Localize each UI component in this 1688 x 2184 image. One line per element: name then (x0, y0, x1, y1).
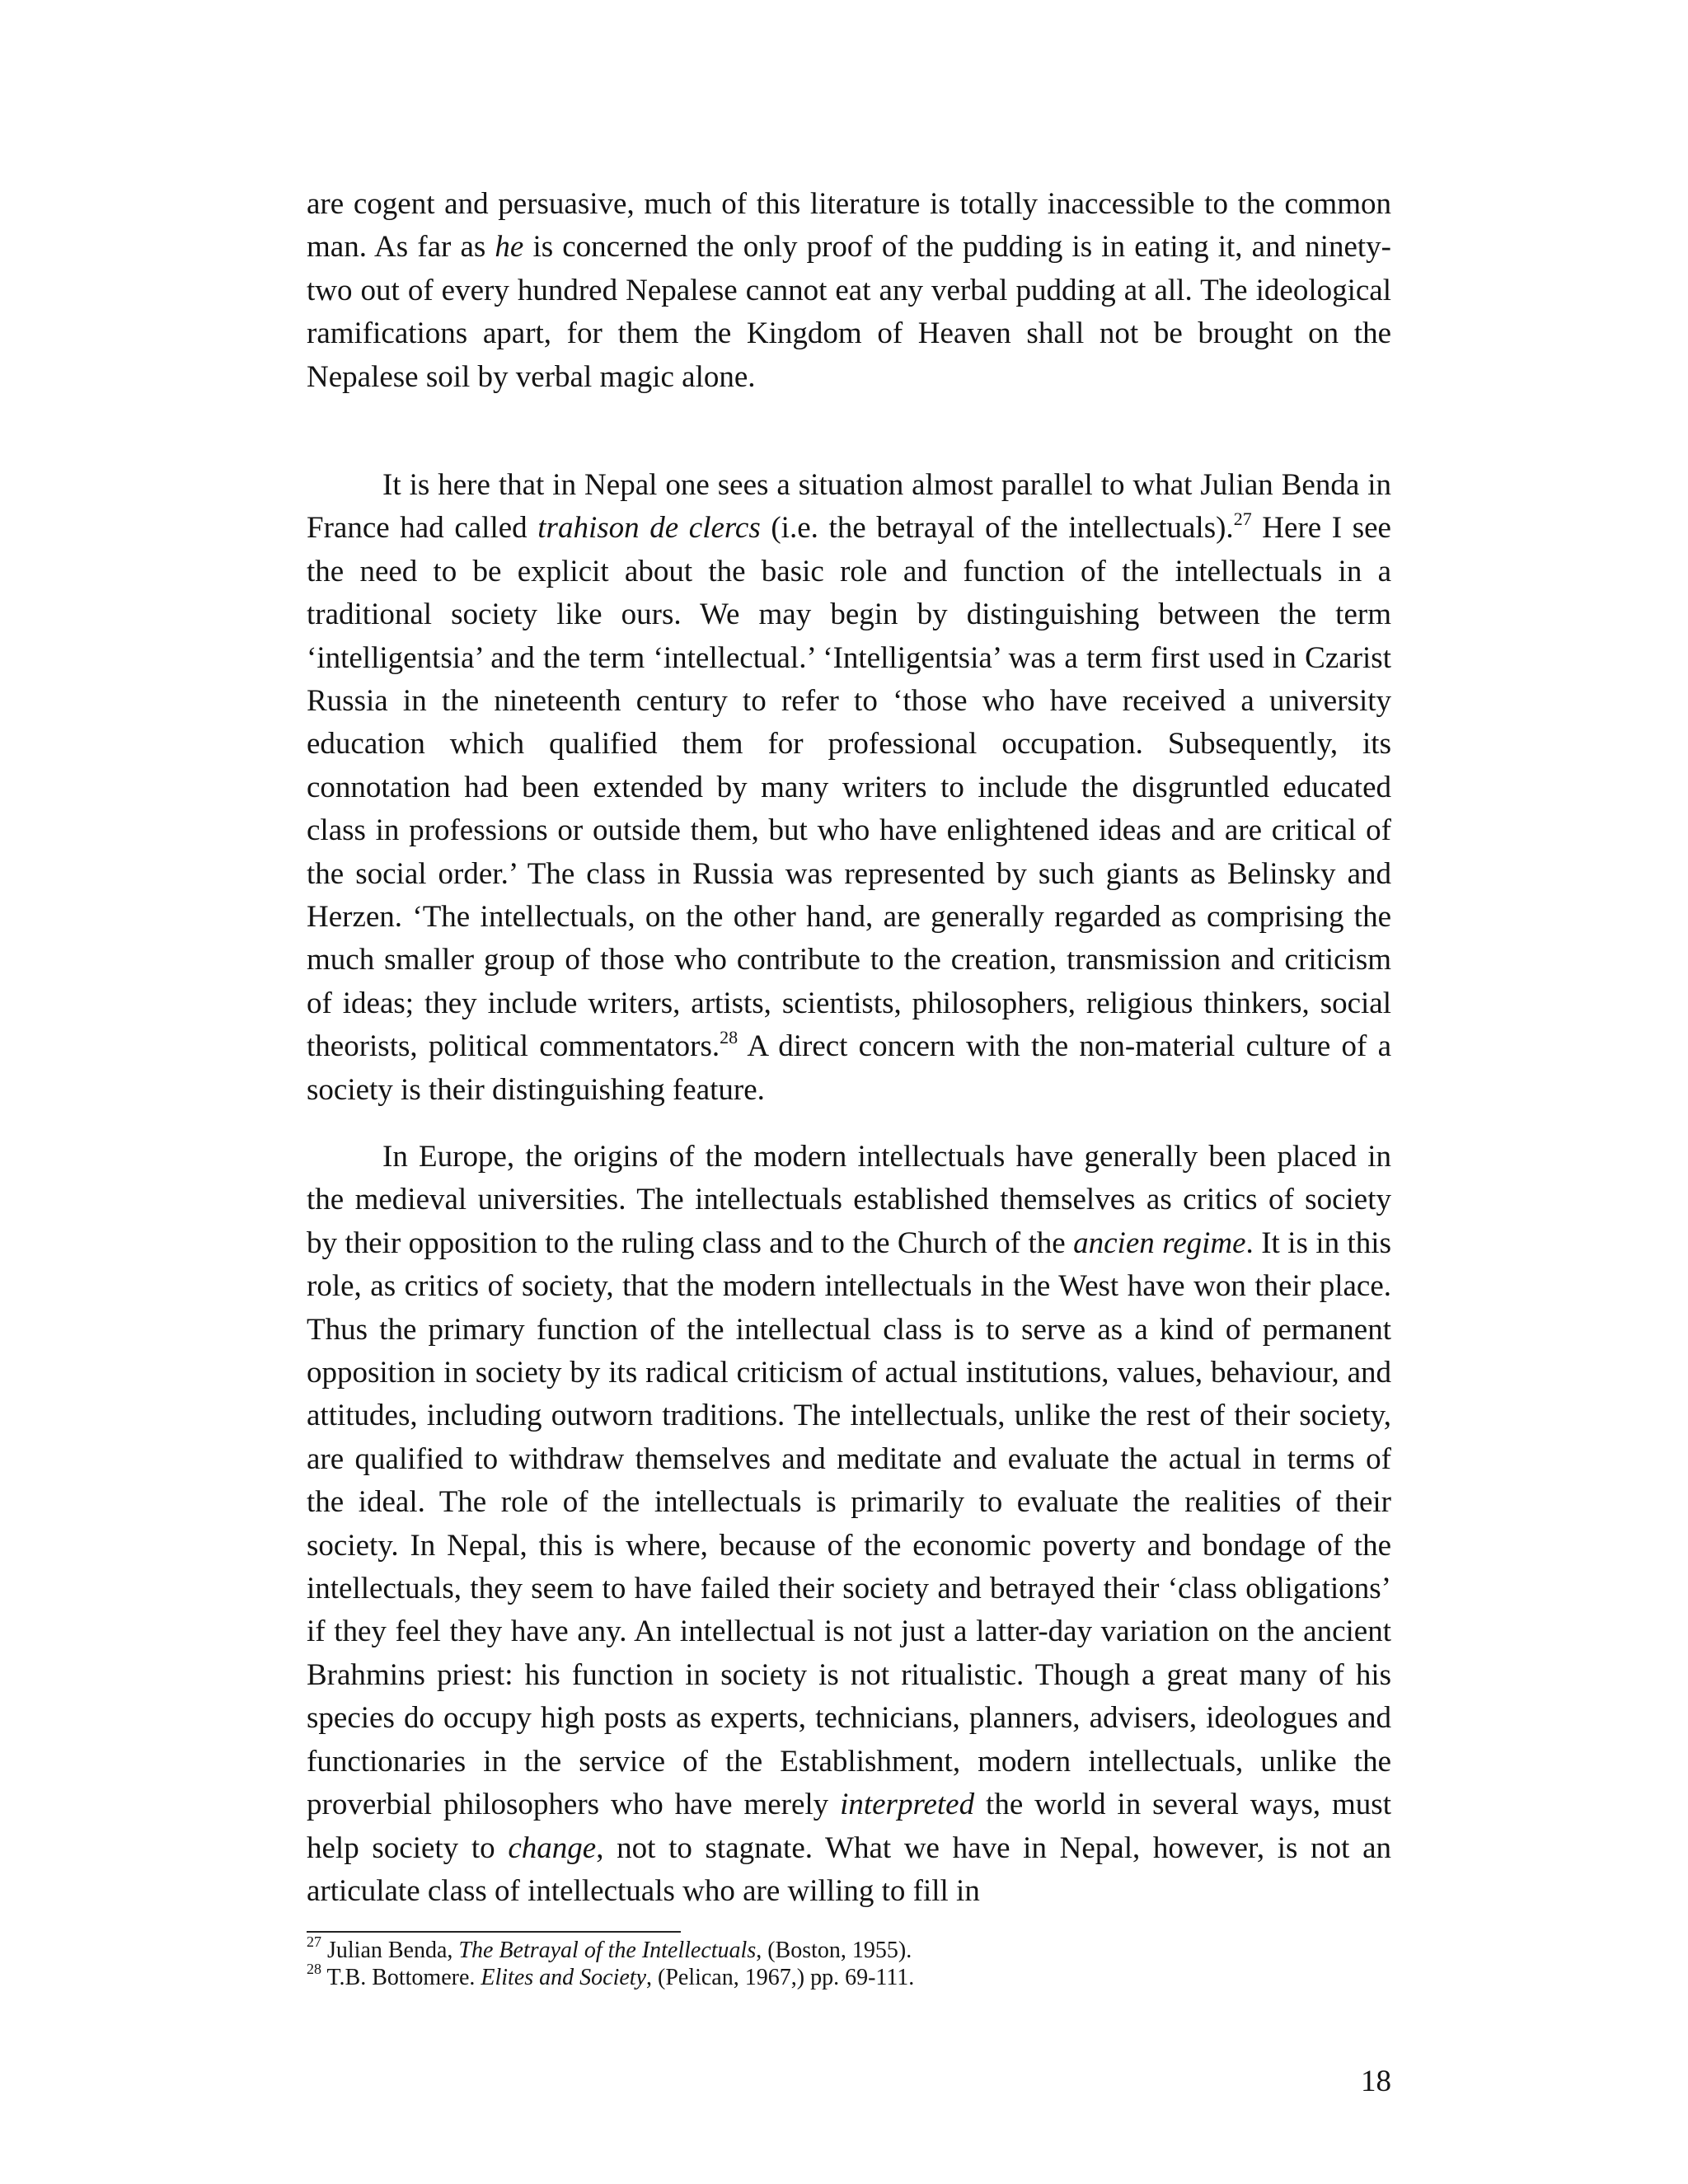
footnote-title: The Betrayal of the Intellectuals (458, 1938, 757, 1963)
footnote-ref-27[interactable]: 27 (1233, 509, 1252, 530)
p2-text-3: Here I see the need to be explicit about the basic role and function of the intellectuals in a traditional society like ours. We may begin by distinguishing between the term ‘intelligentsia’ and the term ‘intellectual.’ ‘Intelligentsia’ was a term first used in Czarist Russia in the nineteenth century to refer to ‘those who have received a university education which qualified them for professional occupation. Subsequently, its connotation had been extended by many writers to include the disgruntled educated class in professions or outside them, but who have enlightened ideas and are critical of the social order.’ The class in Russia was represented by such giants as Belinsky and Herzen. ‘The intellectuals, on the other hand, are generally regarded as comprising the much smaller group of those who contribute to the creation, transmission and criticism of ideas; they include writers, artists, scientists, philosophers, religious thinkers, social theorists, political commentators. (307, 511, 1391, 1064)
footnotes (307, 1933, 1391, 1991)
footnote-separator (307, 1931, 681, 1933)
p2-text-1: It is here that in Nepal one sees a situation almost parallel to what Julian Benda in France had called (307, 468, 1391, 546)
footnote-text: T.B. Bottomere. (321, 1965, 481, 1990)
p1-text-1: are cogent and persuasive, much of this literature is totally inaccessible to the common man. As far as (307, 187, 1391, 265)
p2-italic-trahison: trahison de clercs (537, 511, 761, 546)
footnote-28 (307, 1960, 1391, 1991)
p3-italic-ancien-regime: ancien regime (1073, 1226, 1246, 1260)
footnote-text: , (Pelican, 1967,) pp. 69-111. (646, 1965, 915, 1990)
p3-text-3: the world in several ways, must help society to (307, 1788, 1391, 1865)
p3-text-2: . It is in this role, as critics of society, that the modern intellectuals in the West have won their place. Thus the primary function of the intellectual class is to serve as a kind of permanent opposition in society by its radical criticism of actual institutions, values, behaviour, and attitudes, including outworn traditions. The intellectuals, unlike the rest of their society, are qualified to withdraw themselves and meditate and evaluate the actual in terms of the ideal. The role of the intellectuals is primarily to evaluate the realities of their society. In Nepal, this is where, because of the economic poverty and bondage of the intellectuals, they seem to have failed their society and betrayed their ‘class obligations’ if they feel they have any. An intellectual is not just a latter-day variation on the ancient Brahmins priest: his function in society is not ritualistic. Though a great many of his species do occupy high posts as experts, technicians, planners, advisers, ideologues and functionaries in the service of the Establishment, modern intellectuals, unlike the proverbial philosophers who have merely (307, 1226, 1391, 1822)
body-paragraph-1 (307, 183, 1391, 399)
p3-italic-interpreted: interpreted (840, 1788, 975, 1822)
body-paragraph-3 (307, 1136, 1391, 1913)
p2-text-4: A direct concern with the non-material culture of a society is their distinguishing feature. (307, 1029, 1391, 1107)
p1-italic-he: he (495, 230, 524, 265)
footnote-title: Elites and Society (481, 1965, 646, 1990)
p1-text-2: is concerned the only proof of the pudding is in eating it, and ninety-two out of every hundred Nepalese cannot eat any verbal pudding at all. The ideological ramifications apart, for them the Kingdom of Heaven shall not be brought on the Nepalese soil by verbal magic alone. (307, 230, 1391, 394)
p3-italic-change: change (508, 1830, 597, 1865)
footnote-ref-28[interactable]: 28 (720, 1026, 738, 1047)
footnote-text: Julian Benda, (321, 1938, 459, 1963)
footnote-27 (307, 1933, 1391, 1964)
p2-text-2: (i.e. the betrayal of the intellectuals). (760, 511, 1234, 546)
footnote-text: , (Boston, 1955). (756, 1938, 912, 1963)
body-paragraph-2 (307, 464, 1391, 1112)
p3-text-4: , not to stagnate. What we have in Nepal, however, is not an articulate class of intellectuals who are willing to fill in (307, 1830, 1391, 1908)
footnote-number: 27 (307, 1933, 321, 1950)
p3-text-1: In Europe, the origins of the modern intellectuals have generally been placed in the medieval universities. The intellectuals established themselves as critics of society by their opposition to the ruling class and to the Church of the (307, 1140, 1391, 1260)
page-number: 18 (1361, 2064, 1391, 2098)
footnote-number: 28 (307, 1960, 321, 1977)
